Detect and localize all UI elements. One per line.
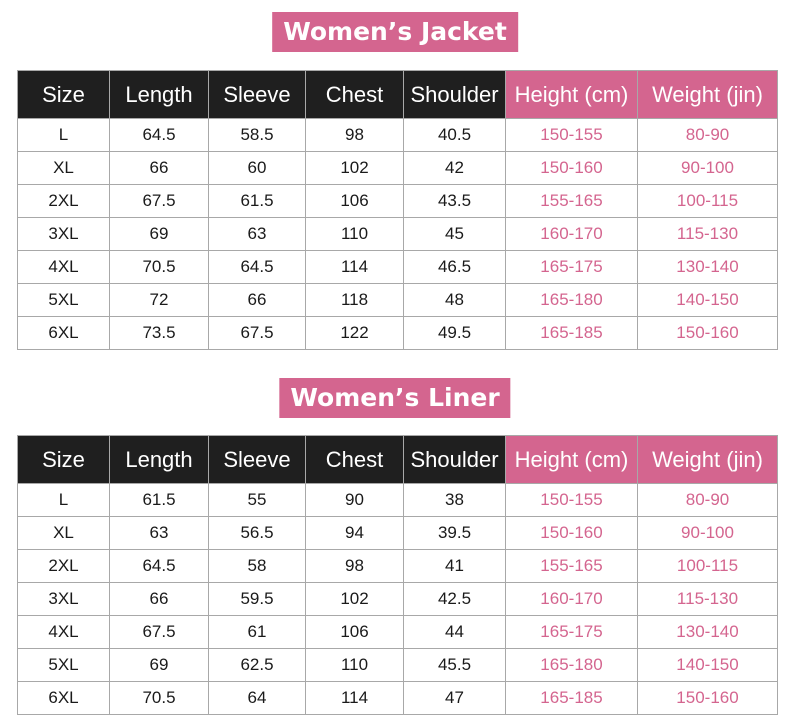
liner-title: Women’s Liner [279,378,510,418]
cell-size: 5XL [18,649,110,682]
cell-shoulder: 42.5 [404,583,506,616]
cell-shoulder: 44 [404,616,506,649]
cell-height: 150-155 [506,119,638,152]
cell-sleeve: 62.5 [209,649,306,682]
cell-weight: 90-100 [638,152,778,185]
cell-chest: 98 [306,119,404,152]
cell-length: 67.5 [110,616,209,649]
table-body [18,119,778,350]
table-row [18,185,778,218]
cell-shoulder: 46.5 [404,251,506,284]
table-row [18,616,778,649]
table-row [18,649,778,682]
cell-height: 150-160 [506,517,638,550]
cell-size: L [18,484,110,517]
cell-chest: 90 [306,484,404,517]
table-row [18,484,778,517]
column-header-sleeve: Sleeve [209,436,306,484]
cell-sleeve: 61.5 [209,185,306,218]
cell-weight: 130-140 [638,616,778,649]
cell-length: 66 [110,152,209,185]
cell-size: 3XL [18,583,110,616]
column-header-weight: Weight (jin) [638,71,778,119]
cell-length: 66 [110,583,209,616]
cell-weight: 100-115 [638,185,778,218]
column-header-sleeve: Sleeve [209,71,306,119]
cell-chest: 94 [306,517,404,550]
cell-height: 165-175 [506,251,638,284]
cell-length: 67.5 [110,185,209,218]
table-row [18,218,778,251]
column-header-length: Length [110,436,209,484]
cell-sleeve: 58.5 [209,119,306,152]
table-row [18,152,778,185]
cell-chest: 110 [306,218,404,251]
cell-size: 4XL [18,251,110,284]
cell-shoulder: 42 [404,152,506,185]
cell-height: 165-180 [506,284,638,317]
cell-chest: 102 [306,583,404,616]
cell-chest: 102 [306,152,404,185]
cell-shoulder: 43.5 [404,185,506,218]
table-body [18,484,778,715]
cell-height: 165-180 [506,649,638,682]
cell-sleeve: 60 [209,152,306,185]
cell-shoulder: 39.5 [404,517,506,550]
table-row [18,550,778,583]
cell-weight: 150-160 [638,682,778,715]
jacket-size-table [17,70,778,350]
table-row [18,682,778,715]
cell-height: 165-175 [506,616,638,649]
cell-height: 150-155 [506,484,638,517]
cell-sleeve: 58 [209,550,306,583]
column-header-chest: Chest [306,436,404,484]
cell-shoulder: 41 [404,550,506,583]
cell-length: 70.5 [110,251,209,284]
column-header-size: Size [18,71,110,119]
cell-chest: 106 [306,185,404,218]
table-row [18,284,778,317]
column-header-height: Height (cm) [506,436,638,484]
cell-length: 64.5 [110,119,209,152]
cell-sleeve: 64.5 [209,251,306,284]
cell-chest: 114 [306,682,404,715]
cell-chest: 106 [306,616,404,649]
cell-shoulder: 45.5 [404,649,506,682]
cell-sleeve: 64 [209,682,306,715]
cell-weight: 115-130 [638,583,778,616]
column-header-size: Size [18,436,110,484]
cell-weight: 100-115 [638,550,778,583]
cell-weight: 130-140 [638,251,778,284]
cell-size: XL [18,517,110,550]
cell-length: 70.5 [110,682,209,715]
cell-length: 64.5 [110,550,209,583]
cell-weight: 80-90 [638,119,778,152]
cell-size: 6XL [18,682,110,715]
cell-length: 69 [110,649,209,682]
cell-size: L [18,119,110,152]
cell-sleeve: 67.5 [209,317,306,350]
cell-height: 155-165 [506,185,638,218]
table-row [18,583,778,616]
cell-height: 160-170 [506,218,638,251]
cell-weight: 140-150 [638,284,778,317]
cell-weight: 140-150 [638,649,778,682]
column-header-weight: Weight (jin) [638,436,778,484]
cell-sleeve: 61 [209,616,306,649]
cell-size: 2XL [18,185,110,218]
cell-shoulder: 38 [404,484,506,517]
cell-height: 165-185 [506,317,638,350]
table-row [18,317,778,350]
cell-size: XL [18,152,110,185]
jacket-title: Women’s Jacket [272,12,518,52]
cell-size: 4XL [18,616,110,649]
cell-height: 155-165 [506,550,638,583]
cell-chest: 118 [306,284,404,317]
cell-length: 73.5 [110,317,209,350]
cell-length: 63 [110,517,209,550]
column-header-chest: Chest [306,71,404,119]
column-header-shoulder: Shoulder [404,71,506,119]
cell-sleeve: 66 [209,284,306,317]
cell-shoulder: 49.5 [404,317,506,350]
table-row [18,517,778,550]
cell-weight: 115-130 [638,218,778,251]
cell-sleeve: 56.5 [209,517,306,550]
cell-chest: 114 [306,251,404,284]
cell-height: 150-160 [506,152,638,185]
cell-length: 61.5 [110,484,209,517]
cell-size: 2XL [18,550,110,583]
cell-weight: 80-90 [638,484,778,517]
table-header-row [18,71,778,119]
cell-sleeve: 59.5 [209,583,306,616]
cell-chest: 122 [306,317,404,350]
cell-size: 3XL [18,218,110,251]
cell-weight: 150-160 [638,317,778,350]
column-header-shoulder: Shoulder [404,436,506,484]
cell-weight: 90-100 [638,517,778,550]
cell-chest: 98 [306,550,404,583]
cell-size: 6XL [18,317,110,350]
cell-shoulder: 45 [404,218,506,251]
cell-length: 69 [110,218,209,251]
cell-sleeve: 63 [209,218,306,251]
column-header-height: Height (cm) [506,71,638,119]
cell-chest: 110 [306,649,404,682]
cell-shoulder: 40.5 [404,119,506,152]
table-header-row [18,436,778,484]
table-row [18,251,778,284]
cell-sleeve: 55 [209,484,306,517]
table-row [18,119,778,152]
cell-length: 72 [110,284,209,317]
cell-height: 165-185 [506,682,638,715]
liner-size-table [17,435,778,715]
column-header-length: Length [110,71,209,119]
cell-shoulder: 48 [404,284,506,317]
cell-shoulder: 47 [404,682,506,715]
cell-size: 5XL [18,284,110,317]
cell-height: 160-170 [506,583,638,616]
